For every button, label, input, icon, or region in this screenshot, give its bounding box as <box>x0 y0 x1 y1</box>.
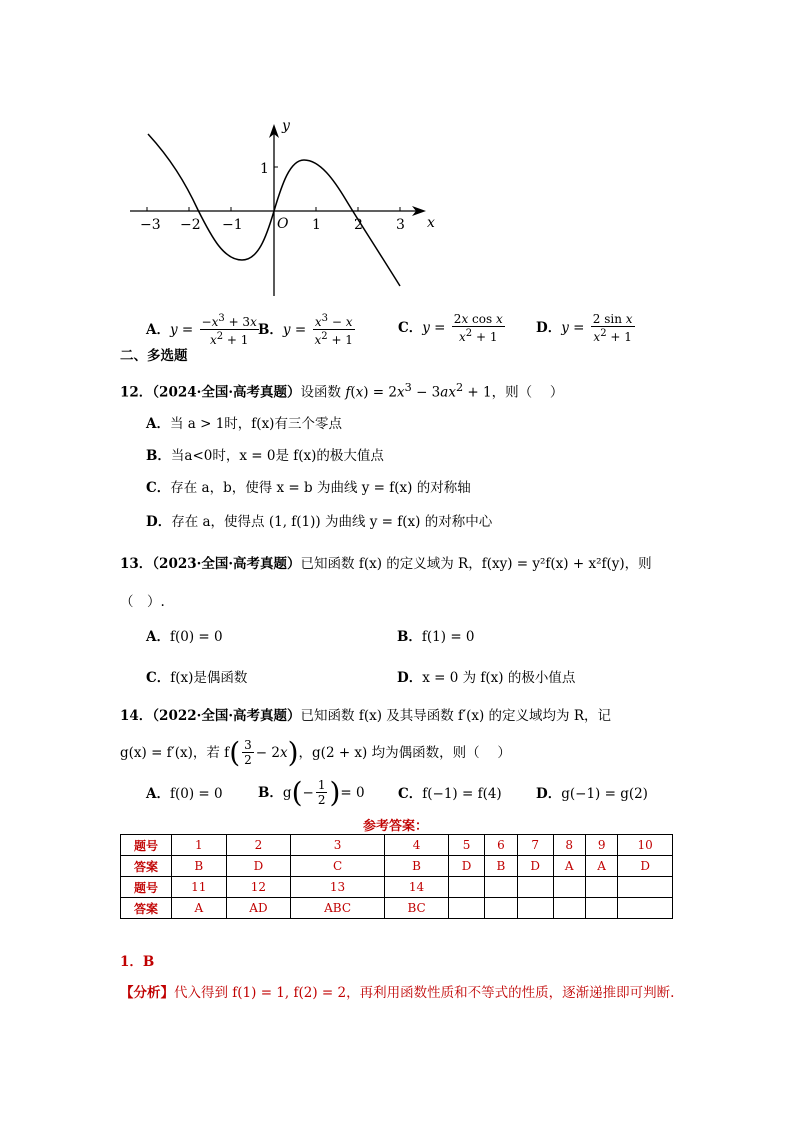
solution-analysis: 【分析】代入得到 f(1) = 1, f(2) = 2，再利用函数性质和不等式的性质，逐渐递推即可判断. <box>120 985 675 1001</box>
q11-option-a: A． y = $\frac{-x^3 + 3x}{x^2 + 1}$ <box>146 313 257 347</box>
q13-option-b: B．f(1) = 0 <box>397 629 475 645</box>
q11-option-c: C． y = $\frac{\text{2x cos x}}{x^2 + 1}$ <box>398 312 503 344</box>
q13-stem: 13．（2023·全国·高考真题）已知函数 f(x) 的定义域为 R，f(xy) = y²f(x) + x²f(y)，则 <box>120 556 652 572</box>
q14-option-c: C．f(−1) = f(4) <box>398 786 502 802</box>
q13-stem-cont: （ ）. <box>120 594 165 610</box>
q14-option-a: A．f(0) = 0 <box>146 786 223 802</box>
q12-option-b: B．当a<0时，x = 0是 f(x)的极大值点 <box>146 448 384 464</box>
q13-option-a: A．f(0) = 0 <box>146 629 223 645</box>
x-tick-label: 2 <box>354 217 363 233</box>
q12-option-a: A．当 a > 1时，f(x)有三个零点 <box>146 416 342 432</box>
table-row: 题号 1 2 3 4 5 6 7 8 9 10 <box>121 835 673 856</box>
table-row: 题号 11 12 13 14 <box>121 877 673 898</box>
x-tick-label: 1 <box>312 217 321 233</box>
q13-option-d: D．x = 0 为 f(x) 的极小值点 <box>397 670 576 686</box>
x-tick-label: −2 <box>180 217 201 233</box>
q13-option-c: C．f(x)是偶函数 <box>146 670 248 686</box>
section-title: 二、多选题 <box>120 348 188 364</box>
answers-title: 参考答案： <box>363 819 429 834</box>
q12-stem: 12．（2024·全国·高考真题）设函数 $f(x) = 2x^3 - 3ax^2 + 1$，则（ ） <box>120 381 564 401</box>
x-tick-label: −3 <box>140 217 161 233</box>
solution-heading: 1．B <box>120 954 155 970</box>
q14-option-b: B． g ( − $\frac{1}{2}$ ) = 0 <box>258 775 365 809</box>
y-axis-label: y <box>282 118 290 134</box>
function-graph <box>120 110 450 300</box>
q12-option-c: C．存在 a，b，使得 x = b 为曲线 y = f(x) 的对称轴 <box>146 480 471 496</box>
x-axis-label: x <box>427 215 435 231</box>
answers-table <box>120 834 673 919</box>
q11-option-b: B． y = $\frac{x^3 - x}{x^2 + 1}$ <box>258 313 353 347</box>
x-tick-label: −1 <box>222 217 243 233</box>
q14-stem-line2: g(x) = f′(x)，若 f ( $\frac{3}{2}$ − 2 x ) ，g(2 + x) 均为偶函数，则（ ） <box>120 735 511 769</box>
q11-option-d: D． y = $\frac{\text{2 sin x}}{x^2 + 1}$ <box>536 312 633 344</box>
origin-label: O <box>277 216 289 232</box>
table-row: 答案 A AD ABC BC <box>121 898 673 919</box>
x-tick-label: 3 <box>396 217 405 233</box>
q14-option-d: D．g(−1) = g(2) <box>536 786 648 802</box>
q14-stem: 14．（2022·全国·高考真题）已知函数 f(x) 及其导函数 f′(x) 的定义域均为 R，记 <box>120 708 612 724</box>
y-tick-1: 1 <box>260 161 269 177</box>
table-row: 答案 B D C B D B D A A D <box>121 856 673 877</box>
q12-option-d: D．存在 a，使得点 (1, f(1)) 为曲线 y = f(x) 的对称中心 <box>146 514 493 530</box>
